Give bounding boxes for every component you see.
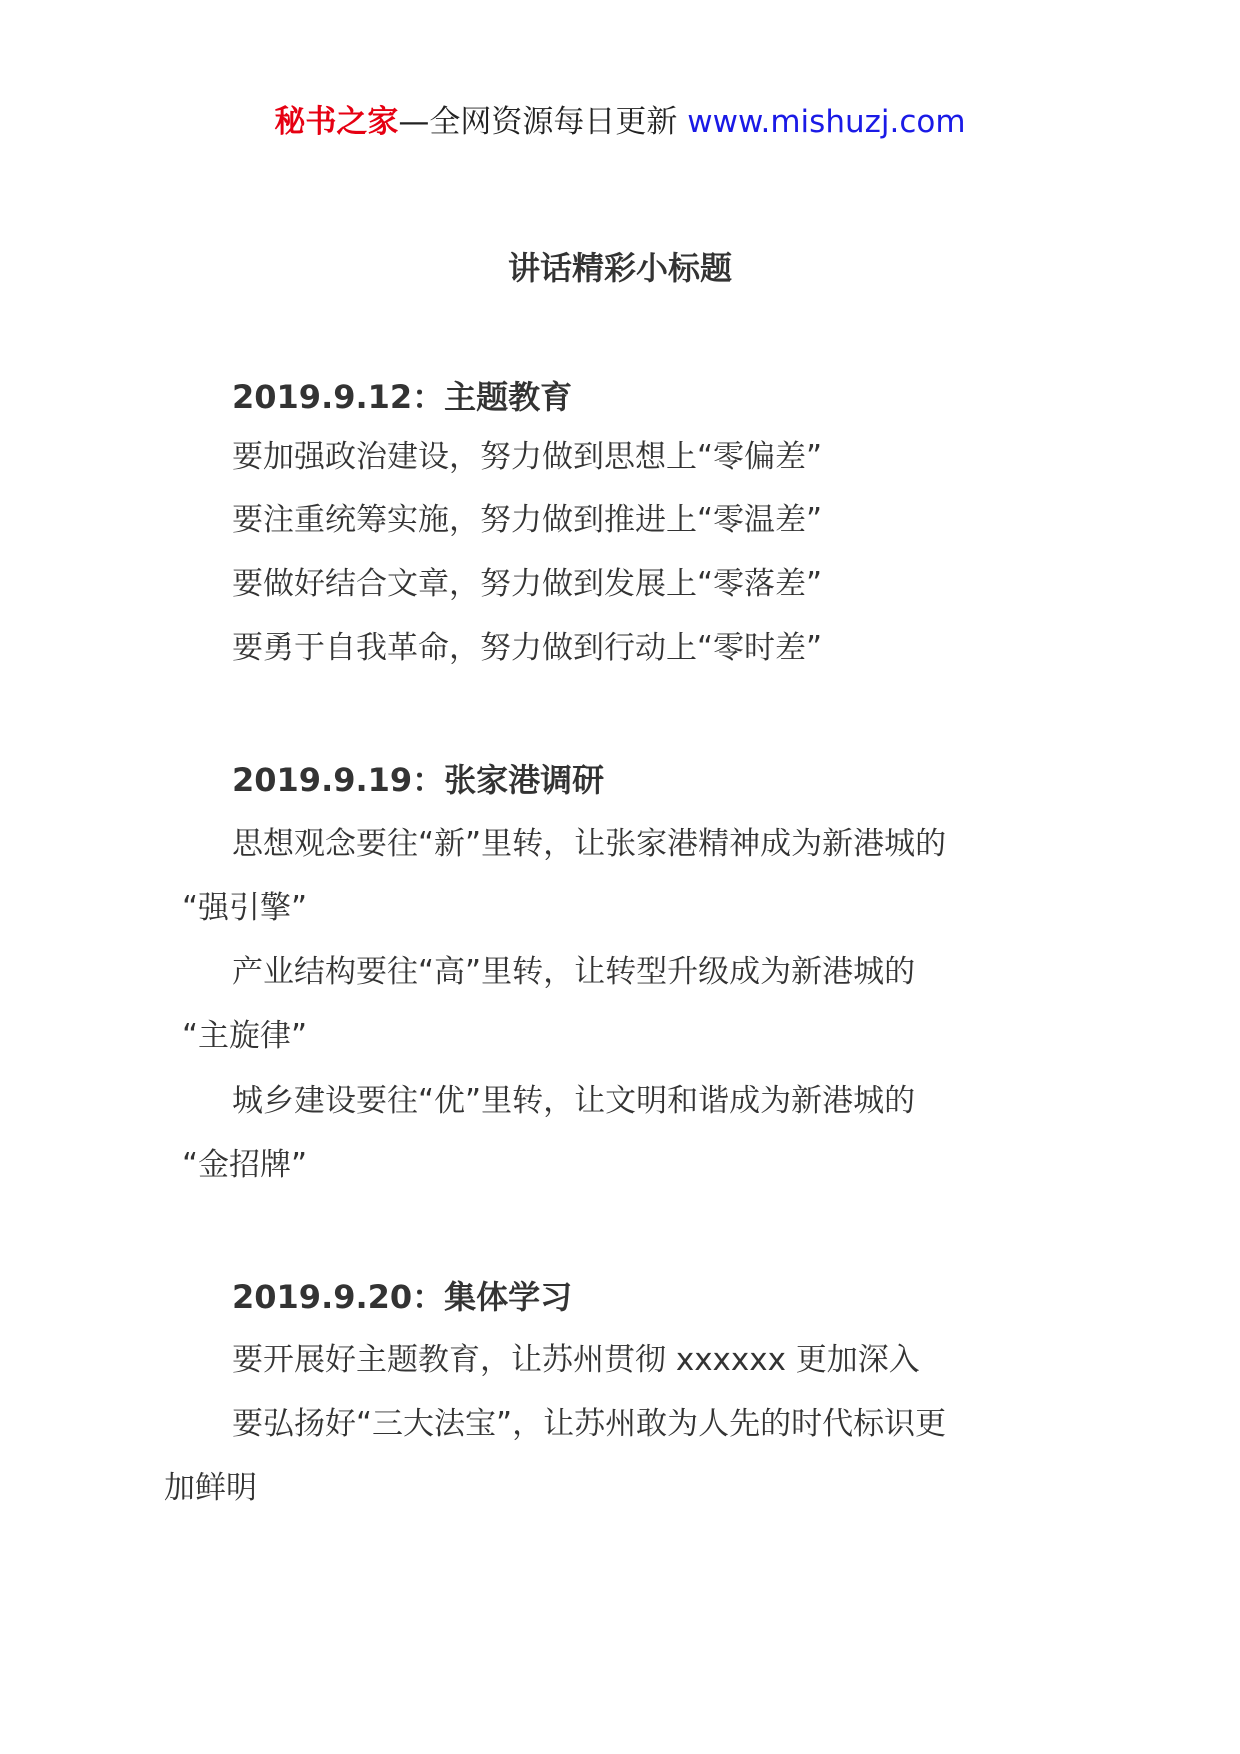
section-line-continuation: 加鲜明 [164, 1470, 257, 1506]
section-line-continuation: “主旋律” [182, 1018, 308, 1054]
page-title: 讲话精彩小标题 [507, 249, 732, 287]
section-heading: 2019.9.20：集体学习 [232, 1278, 573, 1316]
section-line: 要勇于自我革命，努力做到行动上“零时差” [232, 630, 823, 666]
section-line: 要做好结合文章，努力做到发展上“零落差” [232, 566, 823, 602]
section-line: 要开展好主题教育，让苏州贯彻 xxxxxx 更加深入 [232, 1342, 920, 1378]
header-tagline: —全网资源每日更新 [398, 104, 678, 140]
section-line: 产业结构要往“高”里转，让转型升级成为新港城的 [232, 954, 916, 990]
section-line: 城乡建设要往“优”里转，让文明和谐成为新港城的 [232, 1083, 916, 1119]
section-line: 要注重统筹实施，努力做到推进上“零温差” [232, 502, 823, 538]
section-line: 要弘扬好“三大法宝”，让苏州敢为人先的时代标识更 [232, 1406, 947, 1442]
section-line: 要加强政治建设，努力做到思想上“零偏差” [232, 439, 823, 475]
section-heading: 2019.9.19：张家港调研 [232, 761, 605, 799]
brand-name: 秘书之家 [274, 104, 399, 140]
site-url-link[interactable]: www.mishuzj.com [687, 104, 966, 140]
section-line: 思想观念要往“新”里转，让张家港精神成为新港城的 [232, 826, 947, 862]
section-heading: 2019.9.12：主题教育 [232, 378, 573, 416]
section-line-continuation: “强引擎” [182, 890, 308, 926]
section-line-continuation: “金招牌” [182, 1147, 308, 1183]
site-header [0, 100, 1240, 144]
